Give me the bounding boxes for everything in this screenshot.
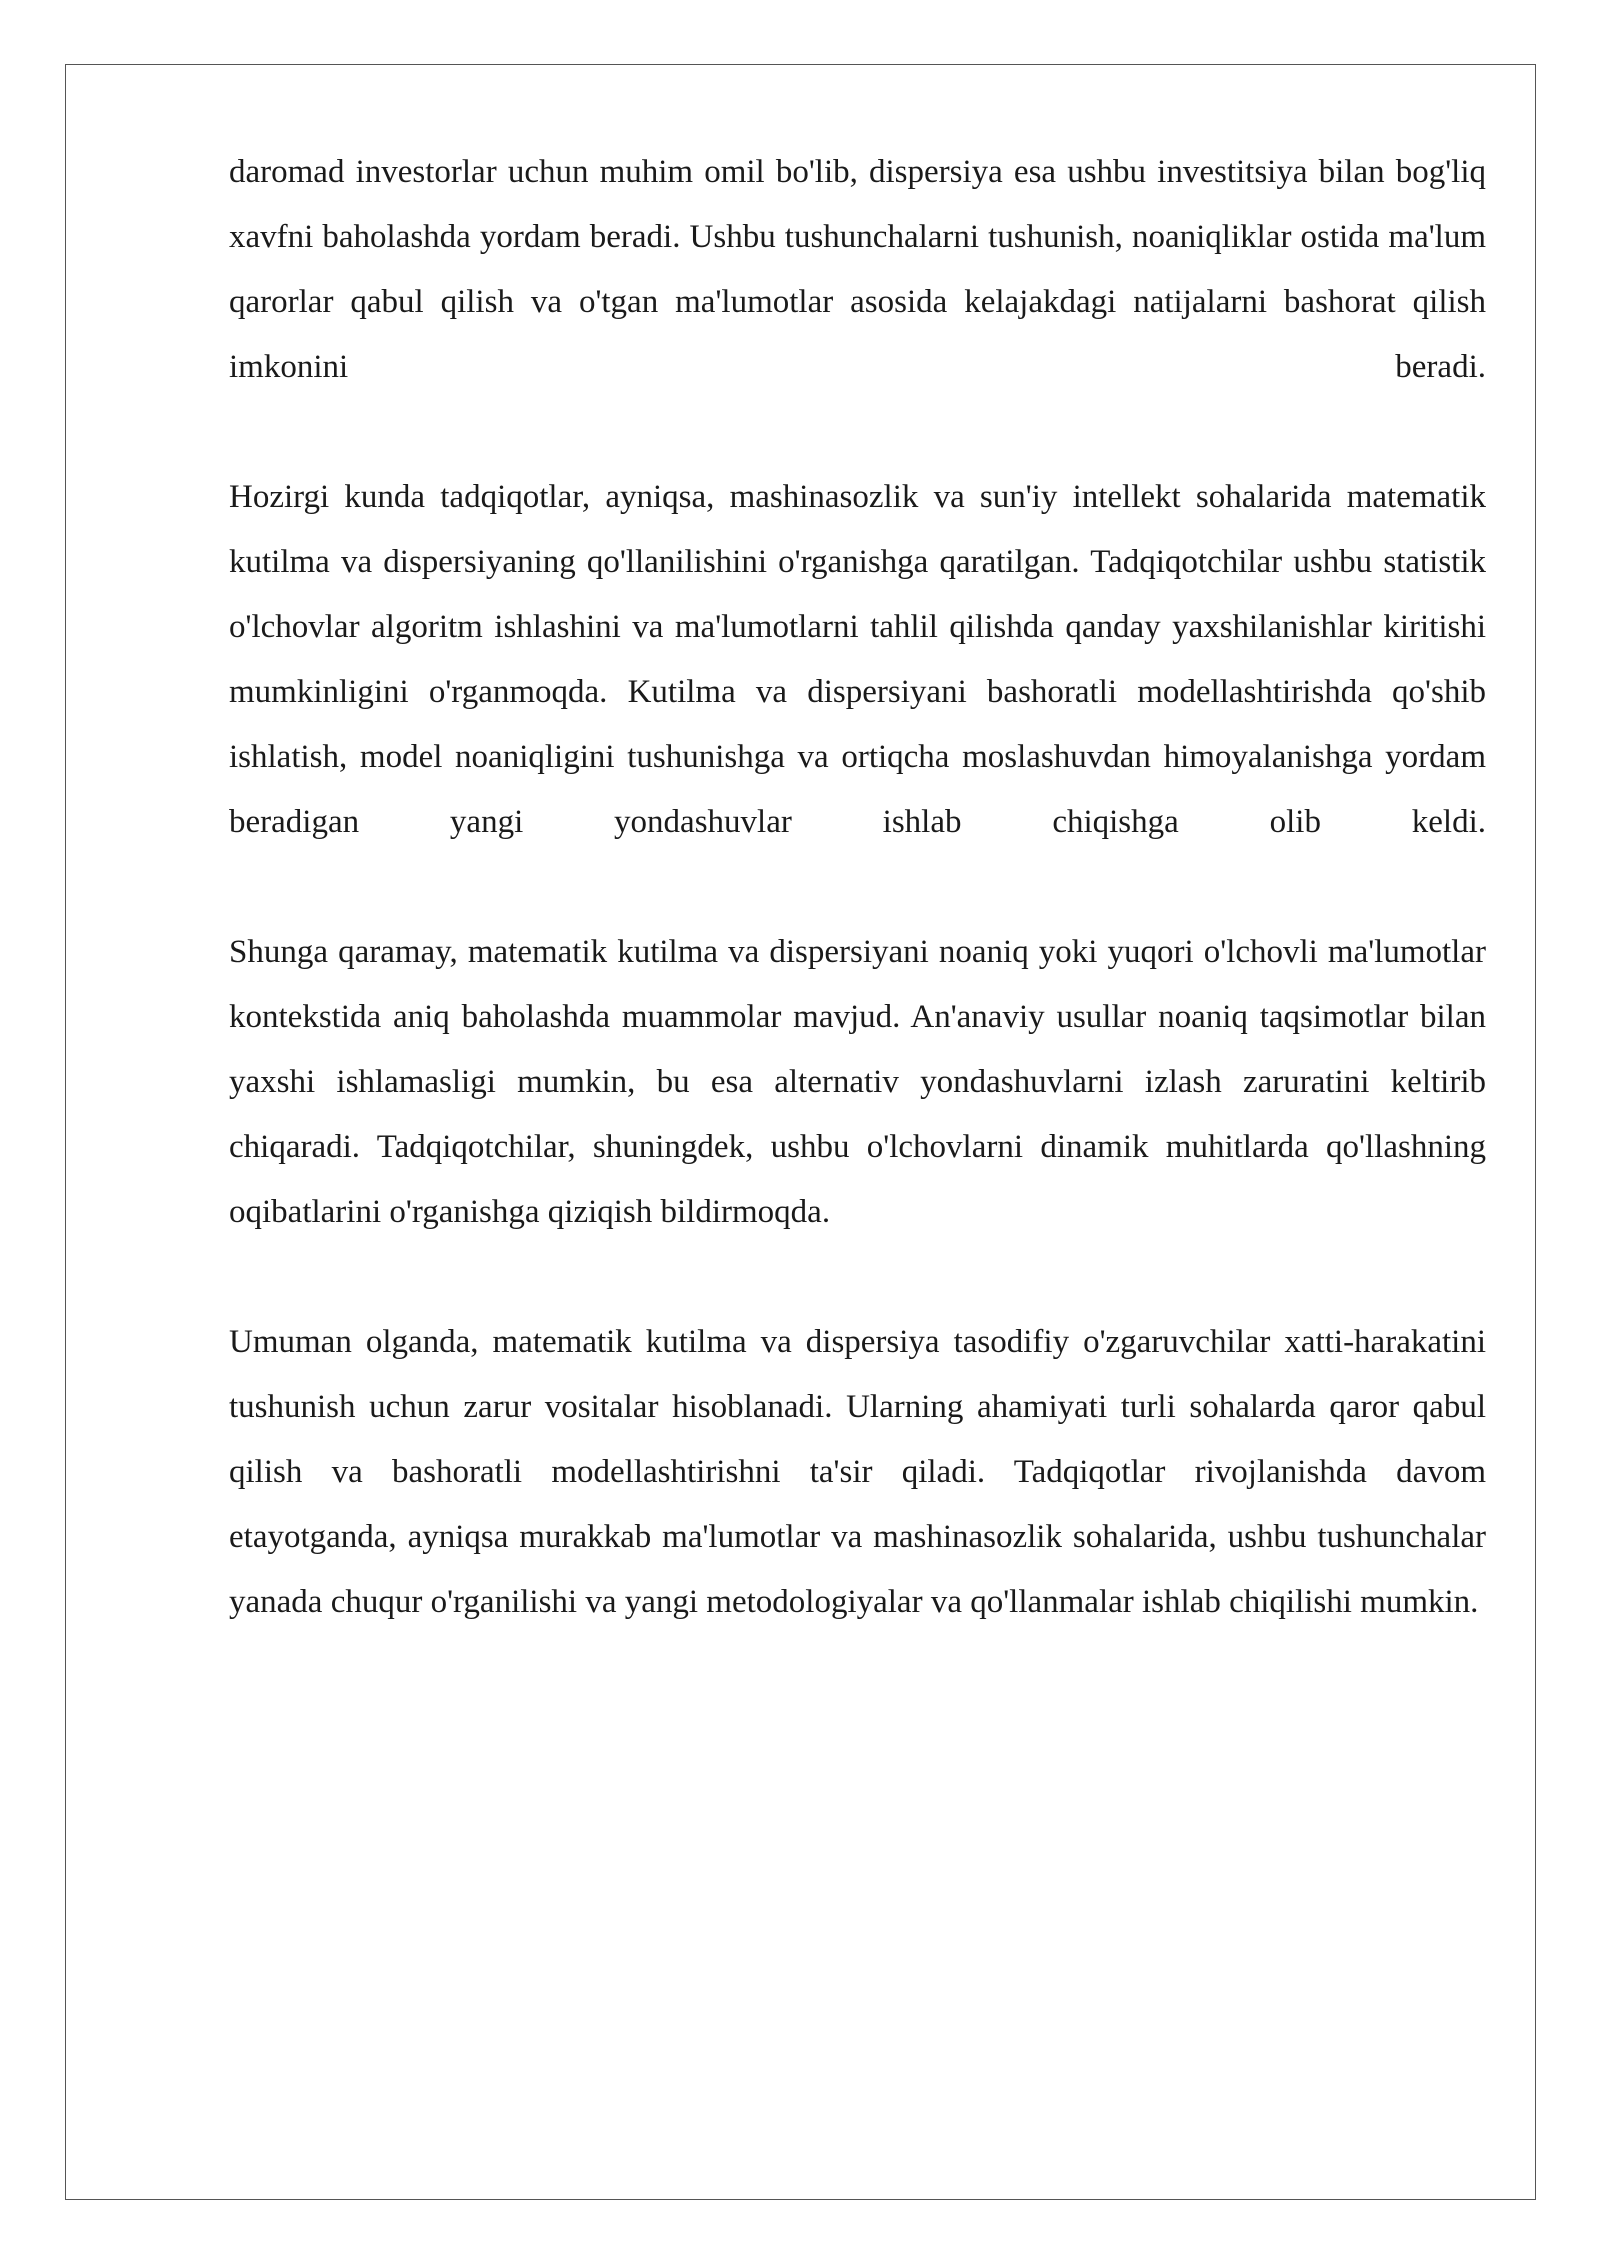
- paragraph-3: Shunga qaramay, matematik kutilma va dispersiyani noaniq yoki yuqori o'lchovli ma'lumotlar kontekstida aniq baholashda muammolar mavjud. An'anaviy usullar noaniq taqsimotlar bilan yaxshi ishlamasligi mumkin, bu esa alternativ yondashuvlarni izlash zaruratini keltirib chiqaradi. Tadqiqotchilar, shuningdek, ushbu o'lchovlarni dinamik muhitlarda qo'llashning oqibatlarini o'rganishga qiziqish bildirmoqda.: [229, 934, 1486, 1230]
- paragraph-2: Hozirgi kunda tadqiqotlar, ayniqsa, mashinasozlik va sun'iy intellekt sohalarida matematik kutilma va dispersiyaning qo'llanilishini o'rganishga qaratilgan. Tadqiqotchilar ushbu statistik o'lchovlar algoritm ishlashini va ma'lumotlarni tahlil qilishda qanday yaxshilanishlar kiritishi mumkinligini o'rganmoqda. Kutilma va dispersiyani bashoratli modellashtirishda qo'shib ishlatish, model noaniqligini tushunishga va ortiqcha moslashuvdan himoyalanishga yordam beradigan yangi yondashuvlar ishlab chiqishga olib keldi.: [229, 479, 1486, 840]
- document-body: [229, 140, 1486, 1700]
- paragraph-4: Umuman olganda, matematik kutilma va dispersiya tasodifiy o'zgaruvchilar xatti-harakatini tushunish uchun zarur vositalar hisoblanadi. Ularning ahamiyati turli sohalarda qaror qabul qilish va bashoratli modellashtirishni ta'sir qiladi. Tadqiqotlar rivojlanishda davom etayotganda, ayniqsa murakkab ma'lumotlar va mashinasozlik sohalarida, ushbu tushunchalar yanada chuqur o'rganilishi va yangi metodologiyalar va qo'llanmalar ishlab chiqilishi mumkin.: [229, 1324, 1486, 1620]
- paragraph-1: daromad investorlar uchun muhim omil bo'lib, dispersiya esa ushbu investitsiya bilan bog'liq xavfni baholashda yordam beradi. Ushbu tushunchalarni tushunish, noaniqliklar ostida ma'lum qarorlar qabul qilish va o'tgan ma'lumotlar asosida kelajakdagi natijalarni bashorat qilish imkonini beradi.: [229, 154, 1486, 385]
